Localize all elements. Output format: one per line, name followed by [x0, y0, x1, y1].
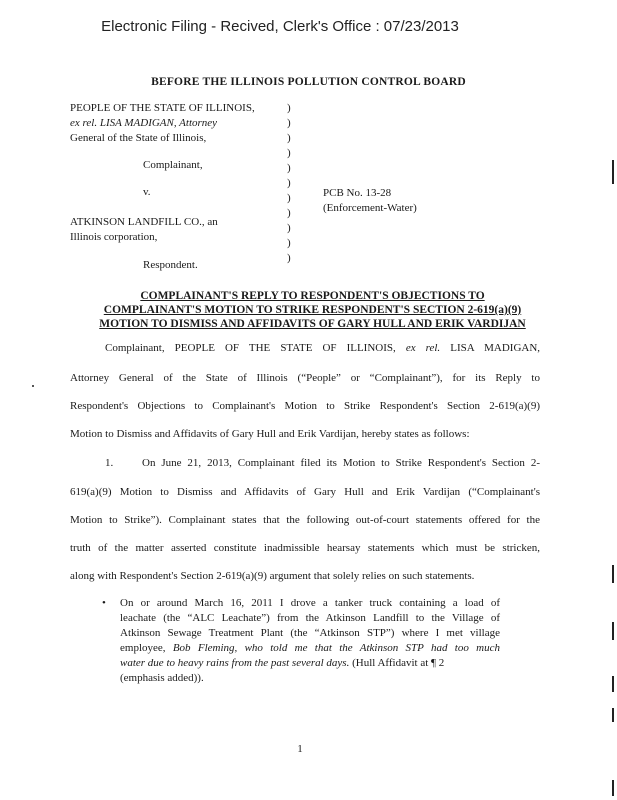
- paren: ): [287, 117, 291, 129]
- scan-mark: [612, 160, 614, 184]
- filing-stamp: Electronic Filing - Recived, Clerk's Office : 07/23/2013: [101, 18, 459, 35]
- scan-mark: [612, 565, 614, 583]
- plaintiff-line: General of the State of Illinois,: [70, 132, 207, 144]
- paren: ): [287, 102, 291, 114]
- paren: ): [287, 207, 291, 219]
- case-info: [323, 186, 417, 216]
- para1-line-1: On June 21, 2013, Complainant filed its Motion to Strike Respondent's Section 2-: [142, 457, 540, 469]
- bullet-text: employee,: [120, 642, 166, 654]
- heading-line: COMPLAINANT'S REPLY TO RESPONDENT'S OBJECTIONS TO: [140, 290, 485, 302]
- plaintiff-line: ex rel. LISA MADIGAN, Attorney: [70, 117, 218, 129]
- bullet-icon: •: [102, 597, 106, 609]
- intro-line-1: [105, 341, 540, 355]
- plaintiff-line: PEOPLE OF THE STATE OF ILLINOIS,: [70, 102, 255, 114]
- scan-dot: [32, 385, 34, 387]
- bullet-line-2: leachate (the “ALC Leachate”) from the Atkinson Landfill to the Village of: [120, 612, 500, 624]
- bullet-emphasis: water due to heavy rains from the past several days.: [120, 657, 350, 669]
- intro-line-3: Respondent's Objections to Complainant's Motion to Strike Respondent's Section 2-619(a)(9): [70, 400, 540, 412]
- paren: ): [287, 162, 291, 174]
- intro-text: Complainant, PEOPLE OF THE STATE OF ILLINOIS,: [105, 342, 396, 354]
- paren: ): [287, 237, 291, 249]
- intro-ex-rel: ex rel.: [405, 342, 441, 354]
- case-number: PCB No. 13-28: [323, 187, 392, 199]
- paren: ): [287, 222, 291, 234]
- scan-mark: [612, 622, 614, 640]
- board-title: BEFORE THE ILLINOIS POLLUTION CONTROL BOARD: [151, 76, 466, 88]
- bullet-line-4: [120, 641, 500, 656]
- paren: ): [287, 132, 291, 144]
- para1-line-5: along with Respondent's Section 2-619(a)(9) argument that solely relies on such statements.: [70, 570, 475, 582]
- bullet-line-1: On or around March 16, 2011 I drove a tanker truck containing a load of: [120, 597, 500, 609]
- bullet-line-5: [120, 656, 500, 671]
- intro-text: LISA MADIGAN,: [450, 342, 541, 354]
- scan-mark: [612, 676, 614, 692]
- case-type: (Enforcement-Water): [323, 202, 417, 214]
- bullet-line-6: (emphasis added)).: [120, 672, 204, 684]
- scan-mark: [612, 780, 614, 796]
- para1-number: 1.: [105, 457, 114, 469]
- defendant-line: ATKINSON LANDFILL CO., an: [70, 216, 218, 228]
- paren: ): [287, 177, 291, 189]
- bullet-line-3: Atkinson Sewage Treatment Plant (the “Atkinson STP”) where I met village: [120, 627, 500, 639]
- para1-line-2: 619(a)(9) Motion to Dismiss and Affidavits of Gary Hull and Erik Vardijan (“Complainant's: [70, 486, 540, 498]
- scan-mark: [612, 708, 614, 722]
- paren: ): [287, 147, 291, 159]
- paren: ): [287, 252, 291, 264]
- page-number: 1: [297, 743, 303, 755]
- paren: ): [287, 192, 291, 204]
- intro-line-4: Motion to Dismiss and Affidavits of Gary Hull and Erik Vardijan, hereby states as follows:: [70, 428, 470, 440]
- para1-line-3: Motion to Strike”). Complainant states that the following out-of-court statements offered for the: [70, 514, 540, 526]
- caption-paren-column: [287, 101, 291, 266]
- intro-line-2: Attorney General of the State of Illinois (“People” or “Complainant”), for its Reply to: [70, 372, 540, 384]
- caption-complainant: Complainant,: [143, 159, 203, 171]
- bullet-emphasis: Bob Fleming, who told me that the Atkinson STP had too much: [172, 642, 500, 654]
- para1-line-4: truth of the matter asserted constitute inadmissible hearsay statements which must be stricken,: [70, 542, 540, 554]
- heading-line: COMPLAINANT'S MOTION TO STRIKE RESPONDENT'S SECTION 2-619(a)(9): [103, 304, 522, 316]
- caption-defendant: [70, 215, 218, 245]
- caption-versus: v.: [143, 186, 151, 198]
- document-heading: [60, 289, 565, 331]
- caption-plaintiff: [70, 101, 255, 146]
- defendant-line: Illinois corporation,: [70, 231, 158, 243]
- heading-line: MOTION TO DISMISS AND AFFIDAVITS OF GARY HULL AND ERIK VARDIJAN: [99, 318, 526, 330]
- bullet-text: (Hull Affidavit at ¶ 2: [352, 657, 445, 669]
- caption-respondent: Respondent.: [143, 259, 198, 271]
